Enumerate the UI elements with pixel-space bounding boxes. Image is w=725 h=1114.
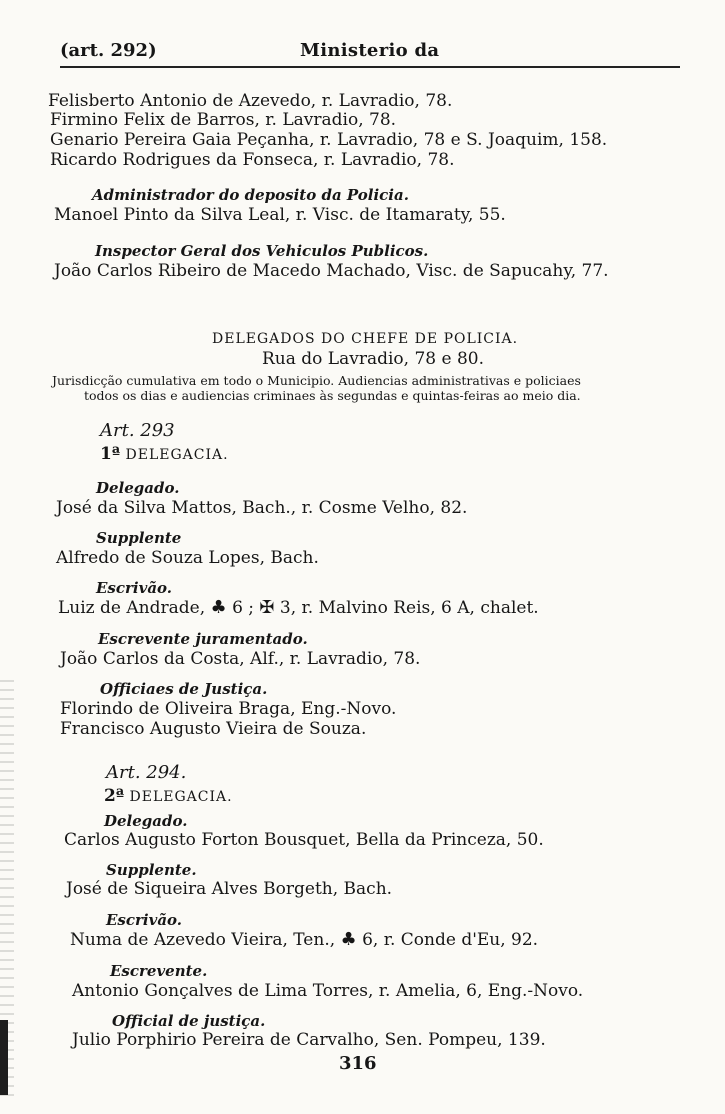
entry-line: José da Silva Mattos, Bach., r. Cosme Velho, 82. (56, 498, 468, 518)
role-title: Officiaes de Justiça. (100, 680, 268, 698)
entry-line: Francisco Augusto Vieira de Souza. (60, 719, 367, 739)
entry-line: Carlos Augusto Forton Bousquet, Bella da Princeza, 50. (64, 830, 544, 850)
entry-line: Antonio Gonçalves de Lima Torres, r. Amelia, 6, Eng.-Novo. (72, 981, 584, 1001)
order-emblem-icon: ♣ (210, 597, 227, 618)
delegados-address: Rua do Lavradio, 78 e 80. (262, 349, 484, 369)
section-title-delegados: DELEGADOS DO CHEFE DE POLICIA. (212, 331, 519, 347)
entry-line: Julio Porphirio Pereira de Carvalho, Sen. Pompeu, 139. (72, 1030, 546, 1050)
entry-line: Genario Pereira Gaia Peçanha, r. Lavradio, 78 e S. Joaquim, 158. (50, 130, 608, 150)
header-article-ref: (art. 292) (60, 40, 157, 61)
jurisdiction-note: Jurisdicção cumulativa em todo o Municipio. Audiencias administrativas e policiaes (52, 373, 581, 388)
entry-part: Numa de Azevedo Vieira, Ten., (70, 930, 336, 950)
entry-part: 6, r. Conde d'Eu, 92. (362, 930, 539, 950)
delegacia-label: DELEGACIA. (129, 789, 233, 805)
role-title: Delegado. (104, 812, 188, 830)
entry-line (58, 597, 539, 619)
delegacia-heading (100, 443, 229, 466)
section-title-deposito: Administrador do deposito da Policia. (92, 186, 409, 204)
running-header (60, 38, 680, 68)
role-title: Supplente. (106, 861, 197, 879)
jurisdiction-note: todos os dias e audiencias criminaes às segundas e quintas-feiras ao meio dia. (84, 388, 581, 403)
role-title: Official de justiça. (112, 1012, 266, 1030)
cross-emblem-icon: ✠ (259, 597, 275, 618)
entry-line: Florindo de Oliveira Braga, Eng.-Novo. (60, 699, 397, 719)
article-number: Art. 294. (106, 762, 187, 783)
order-emblem-icon: ♣ (340, 929, 357, 950)
entry-line: Felisberto Antonio de Azevedo, r. Lavradio, 78. (48, 91, 453, 111)
article-number: Art. 293 (100, 420, 175, 441)
role-title: Escrivão. (96, 579, 173, 597)
entry-line: João Carlos da Costa, Alf., r. Lavradio, 78. (60, 649, 421, 669)
entry-line: Firmino Felix de Barros, r. Lavradio, 78. (50, 110, 397, 130)
entry-part: 3, r. Malvino Reis, 6 A, chalet. (279, 598, 539, 618)
entry-part: Luiz de Andrade, (58, 598, 206, 618)
entry-part: 6 ; (232, 598, 255, 618)
header-title: Ministerio da (300, 40, 440, 61)
entry-line: José de Siqueira Alves Borgeth, Bach. (66, 879, 393, 899)
delegacia-heading (104, 785, 233, 808)
delegacia-label: DELEGACIA. (125, 447, 229, 463)
role-title: Escrevente juramentado. (98, 630, 308, 648)
section-title-veiculos: Inspector Geral dos Vehiculos Publicos. (95, 242, 429, 260)
entry-line: Alfredo de Souza Lopes, Bach. (56, 548, 319, 568)
role-title: Escrevente. (110, 962, 208, 980)
entry-line: Ricardo Rodrigues da Fonseca, r. Lavradio, 78. (50, 150, 455, 170)
role-title: Supplente (96, 529, 182, 547)
entry-line: João Carlos Ribeiro de Macedo Machado, Visc. de Sapucahy, 77. (54, 261, 609, 281)
role-title: Escrivão. (106, 911, 183, 929)
page-number: 316 (339, 1053, 377, 1074)
scan-edge-shadow (0, 1020, 8, 1095)
delegacia-ordinal: 2ª (104, 786, 125, 806)
delegacia-ordinal: 1ª (100, 444, 121, 464)
role-title: Delegado. (96, 479, 180, 497)
entry-line: Manoel Pinto da Silva Leal, r. Visc. de Itamaraty, 55. (54, 205, 506, 225)
entry-line (70, 929, 538, 951)
